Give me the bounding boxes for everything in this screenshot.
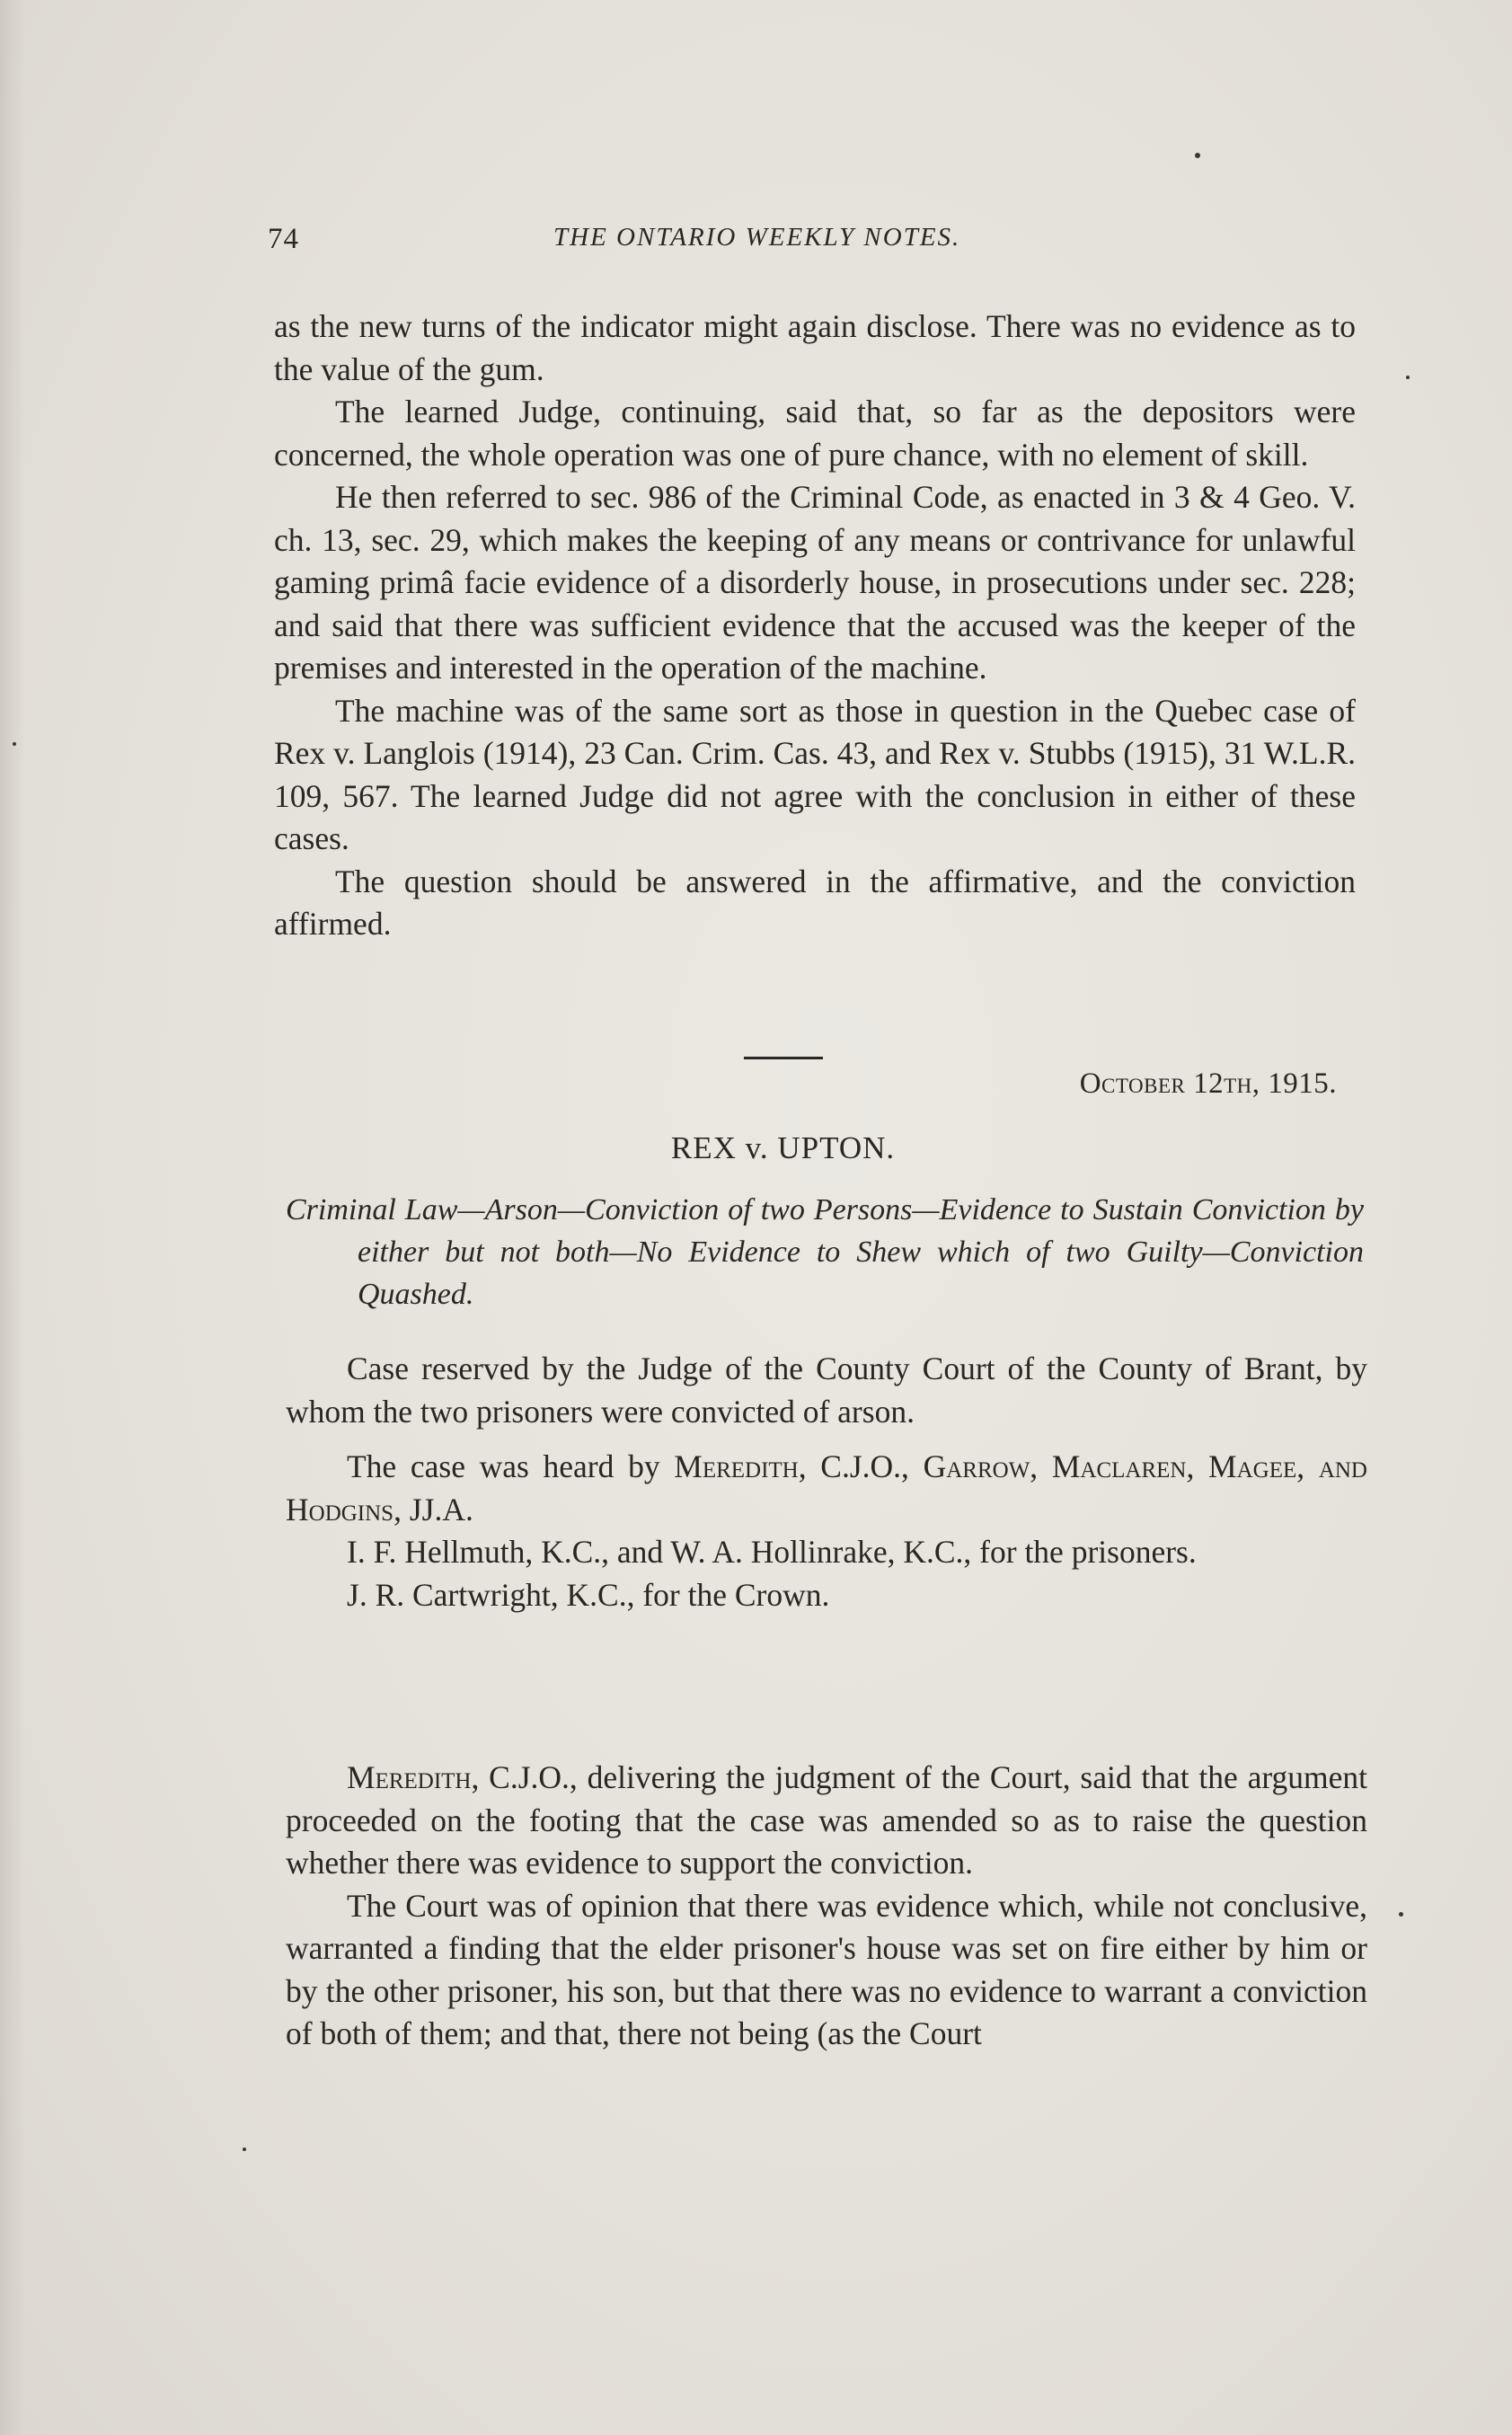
paragraph: He then referred to sec. 986 of the Criminal Code, as enacted in 3 & 4 Geo. V. ch. 13, sec. 29, which makes the keeping of any means or contrivance for unlawful gaming primâ facie evidence of a disorderly house, in prosecutions under sec. 228; and said that there was sufficient evidence that the accused was the keeper of the premises and interested in the operation of the machine. bbox=[274, 479, 1356, 686]
paragraph bbox=[286, 1446, 1367, 1531]
paragraph: The Court was of opinion that there was evidence which, while not conclusive, warranted a finding that the elder prisoner's house was set on fire either by him or by the other prisoner, his son, but that there was no evidence to warrant a conviction of both of them; and that, there not being (as the Court bbox=[286, 1887, 1367, 2051]
print-speck bbox=[243, 2147, 246, 2151]
case-date: October 12th, 1915. bbox=[1079, 1067, 1337, 1100]
paragraph bbox=[286, 1757, 1367, 1885]
page-number: 74 bbox=[268, 223, 299, 255]
print-speck bbox=[1406, 376, 1410, 379]
judges-names: Meredith, C.J.O., Garrow, Maclaren, Magee, and Hodgins, JJ.A. bbox=[286, 1448, 1367, 1527]
text-run: The case was heard by bbox=[347, 1448, 675, 1484]
paragraph: The learned Judge, continuing, said that, so far as the depositors were concerned, the whole operation was one of pure chance, with no element of skill. bbox=[274, 394, 1356, 473]
judge-name: Meredith, C.J.O. bbox=[347, 1759, 570, 1795]
paragraph: The question should be answered in the affirmative, and the conviction affirmed. bbox=[274, 863, 1356, 942]
paragraph: The machine was of the same sort as those in question in the Quebec case of Rex v. Langlois (1914), 23 Can. Crim. Cas. 43, and Rex v. Stubbs (1915), 31 W.L.R. 109, 567. The learned Judge did not agree with the conclusion in either of these cases. bbox=[274, 692, 1356, 856]
paragraph: as the new turns of the indicator might again disclose. There was no evidence as to the value of the gum. bbox=[274, 308, 1356, 387]
page-edge-shadow bbox=[0, 0, 25, 2435]
paragraph: I. F. Hellmuth, K.C., and W. A. Hollinrake, K.C., for the prisoners. bbox=[347, 1534, 1197, 1570]
running-head bbox=[268, 223, 1373, 268]
judgment bbox=[286, 1757, 1367, 2056]
previous-case-conclusion bbox=[274, 305, 1356, 946]
case-headnote: Criminal Law—Arson—Conviction of two Persons—Evidence to Sustain Conviction by either but not both—No Evidence to Shew which of two Guilty—Conviction Quashed. bbox=[286, 1193, 1364, 1311]
print-speck bbox=[1195, 153, 1200, 158]
text-run: , delivering the judgment of the Court, said that the argument proceeded on the footing that the case was amended so as to raise the question whether there was evidence to support the conviction. bbox=[286, 1759, 1367, 1881]
journal-title: THE ONTARIO WEEKLY NOTES. bbox=[553, 223, 961, 252]
case-title: REX v. UPTON. bbox=[670, 1130, 896, 1165]
paragraph: J. R. Cartwright, K.C., for the Crown. bbox=[347, 1576, 830, 1613]
print-speck bbox=[13, 742, 16, 746]
paragraph: Case reserved by the Judge of the County Court of the County of Brant, by whom the two prisoners were convicted of arson. bbox=[286, 1350, 1367, 1430]
print-speck bbox=[1399, 1912, 1403, 1917]
section-divider bbox=[744, 1057, 823, 1059]
case-proceedings bbox=[286, 1348, 1367, 1616]
